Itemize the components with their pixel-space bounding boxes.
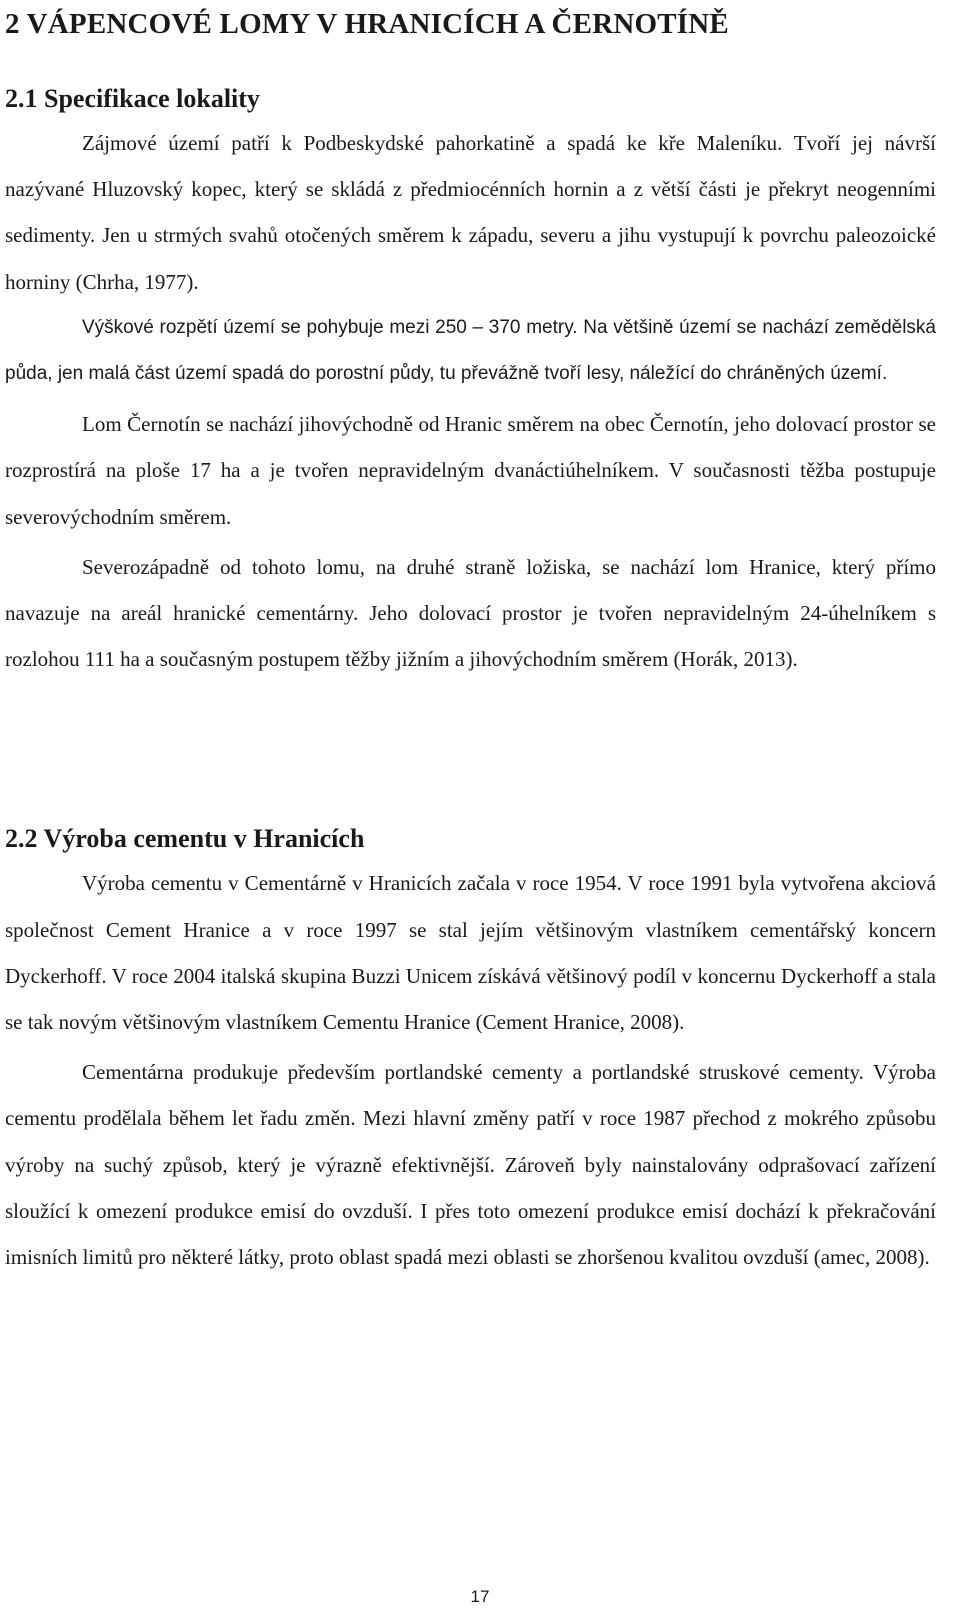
page-number: 17 [470, 1587, 490, 1606]
section-heading-specifikace: 2.1 Specifikace lokality [5, 84, 260, 113]
paragraph: Lom Černotín se nachází jihovýchodně od Hranic směrem na obec Černotín, jeho dolovací prostor se rozprostírá na ploše 17 ha a je tvořen nepravidelným dvanáctiúhelníkem. V současnosti těžba postupuje severovýchodním směrem. [5, 412, 936, 529]
paragraph: Severozápadně od tohoto lomu, na druhé straně ložiska, se nachází lom Hranice, který přímo navazuje na areál hranické cementárny. Jeho dolovací prostor je tvořen nepravidelným 24-úhelníkem s rozlohou 111 ha a současným postupem těžby jižním a jihovýchodním směrem (Horák, 2013). [5, 554, 936, 672]
paragraph: Cementárna produkuje především portlandské cementy a portlandské struskové cementy. Výroba cementu prodělala během let řadu změn. Mezi hlavní změny patří v roce 1987 přechod z mokrého způsobu výroby na suchý způsob, který je výrazně efektivnější. Zároveň byly nainstalovány odprašovací zařízení sloužící k omezení produkce emisí do ovzduší. I přes toto omezení produkce emisí dochází k překračování imisních limitů pro některé látky, proto oblast spadá mezi oblasti se zhoršenou kvalitou ovzduší (amec, 2008). [5, 1060, 936, 1270]
chapter-title: 2 VÁPENCOVÉ LOMY V HRANICÍCH A ČERNOTÍNĚ [5, 8, 729, 40]
paragraph: Výroba cementu v Cementárně v Hranicích začala v roce 1954. V roce 1991 byla vytvořena akciová společnost Cement Hranice a v roce 1997 se stal jejím většinovým vlastníkem cementářský koncern Dyckerhoff. V roce 2004 italská skupina Buzzi Unicem získává většinový podíl v koncernu Dyckerhoff a stala se tak novým většinovým vlastníkem Cementu Hranice (Cement Hranice, 2008). [5, 871, 936, 1035]
paragraph: Zájmové území patří k Podbeskydské pahorkatině a spadá ke kře Maleníku. Tvoří jej návrší nazývané Hluzovský kopec, který se skládá z předmiocénních hornin a z větší části je překryt neogenními sedimenty. Jen u strmých svahů otočených směrem k západu, severu a jihu vystupují k povrchu paleozoické horniny (Chrha, 1977). [5, 131, 936, 294]
paragraph: Výškové rozpětí území se pohybuje mezi 250 – 370 metry. Na většině území se nachází zemědělská půda, jen malá část území spadá do porostní půdy, tu převážně tvoří lesy, náležící do chráněných území. [5, 316, 936, 385]
section-heading-vyroba-cementu: 2.2 Výroba cementu v Hranicích [5, 824, 365, 854]
